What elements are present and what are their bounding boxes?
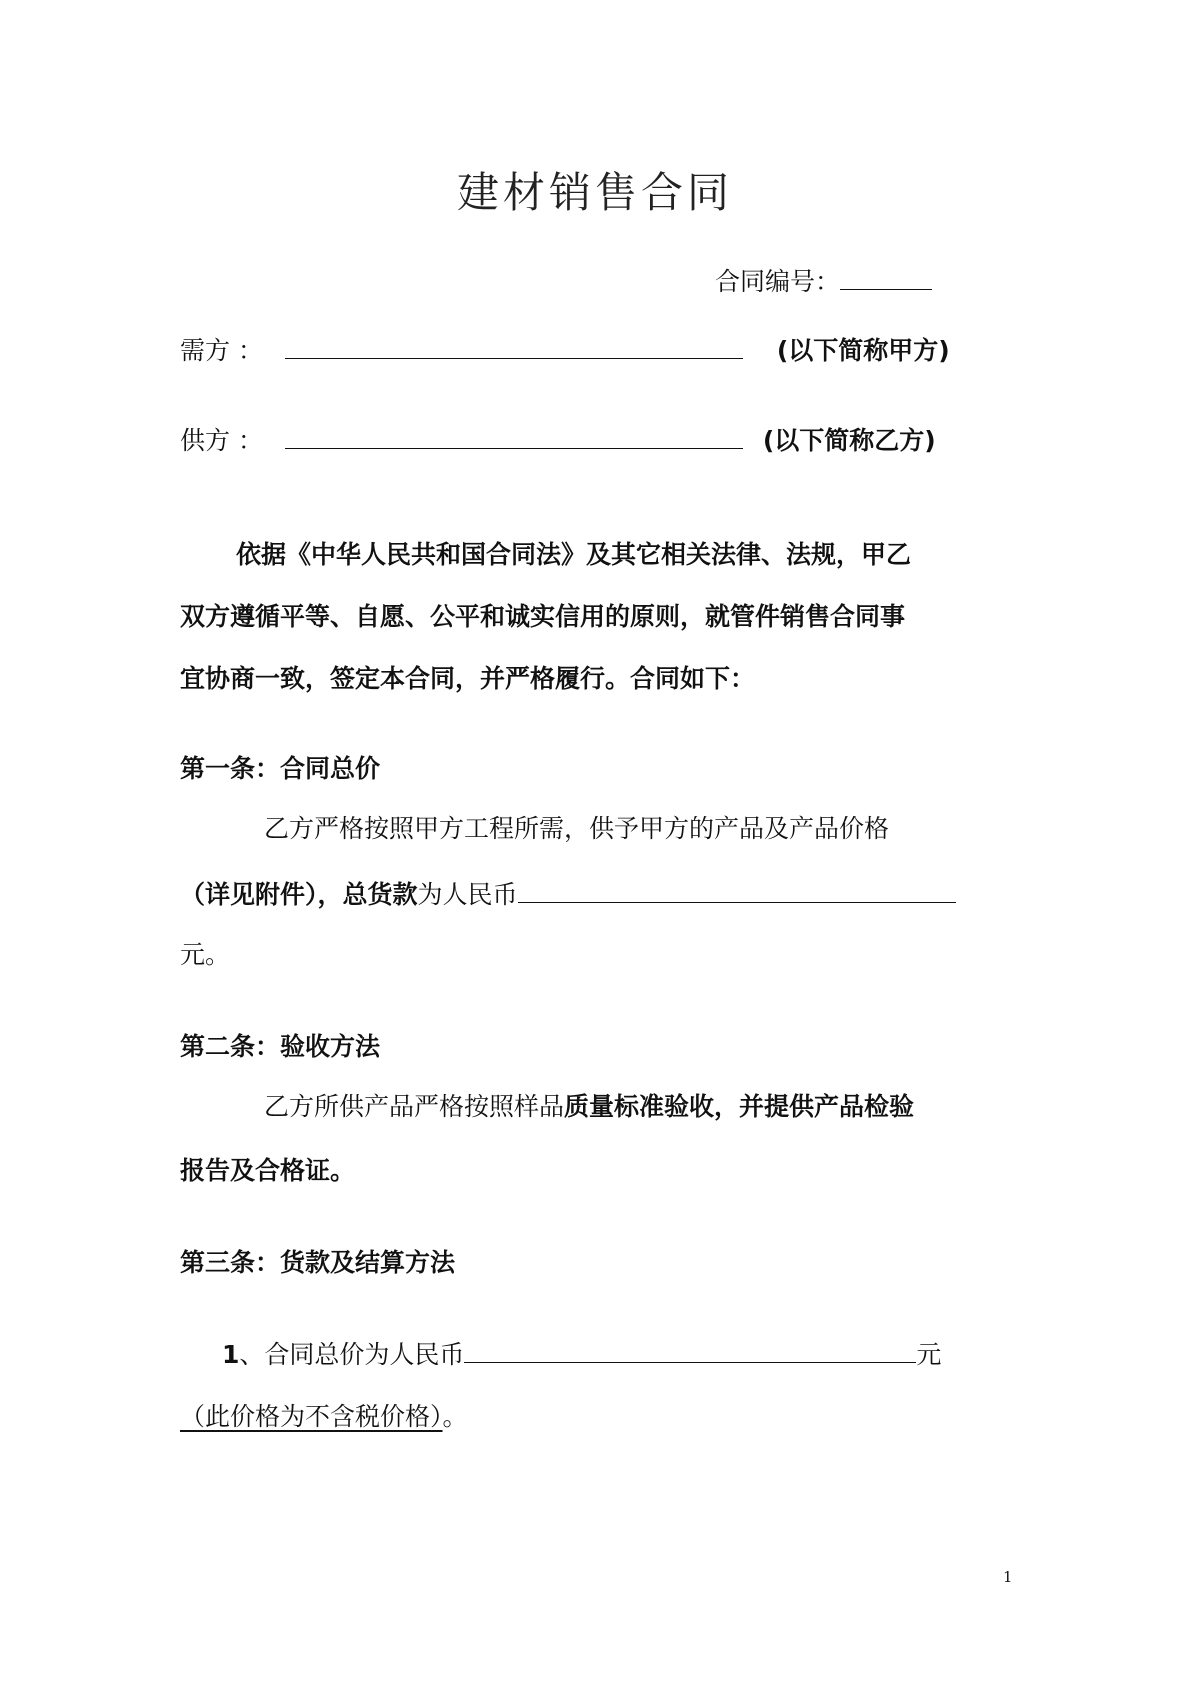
article1-line-1: 乙方严格按照甲方工程所需，供予甲方的产品及产品价格 xyxy=(264,814,890,843)
contract-number-line xyxy=(715,262,932,298)
article3-item-1-note: （此价格为不含税价格） xyxy=(180,1402,443,1431)
preamble-line-1: 依据《中华人民共和国合同法》及其它相关法律、法规，甲乙 xyxy=(236,540,912,569)
preamble-line-2: 双方遵循平等、自愿、公平和诚实信用的原则，就管件销售合同事 xyxy=(180,602,906,631)
contract-number-blank[interactable] xyxy=(840,263,932,290)
article1-line-2 xyxy=(180,876,956,912)
contract-number-label: 合同编号： xyxy=(715,267,841,296)
article3-item-1-number: 1 xyxy=(222,1340,240,1369)
article2-line-1 xyxy=(264,1090,914,1124)
seller-note: (以下简称乙方) xyxy=(762,426,936,455)
article1-heading: 第一条：合同总价 xyxy=(180,754,381,783)
buyer-label: 需方 ： xyxy=(180,336,263,365)
article3-amount-blank[interactable] xyxy=(464,1336,916,1363)
article3-heading: 第三条：货款及结算方法 xyxy=(180,1248,456,1277)
article2-heading: 第二条：验收方法 xyxy=(180,1032,381,1061)
article2-line-2: 报告及合格证。 xyxy=(180,1156,356,1185)
article3-item-1-text: 、合同总价为人民币 xyxy=(239,1340,465,1369)
article1-amount-blank[interactable] xyxy=(518,876,956,903)
article3-item-1-end: 。 xyxy=(442,1402,468,1431)
buyer-blank[interactable] xyxy=(285,332,743,359)
seller-label: 供方 ： xyxy=(180,426,263,455)
buyer-line xyxy=(180,332,950,368)
page-number: 1 xyxy=(1003,1568,1013,1586)
seller-blank[interactable] xyxy=(285,422,743,449)
preamble-line-3: 宜协商一致，签定本合同，并严格履行。合同如下： xyxy=(180,664,756,693)
article3-item-1 xyxy=(222,1336,941,1372)
article2-line-1b: 质量标准验收，并提供产品检验 xyxy=(564,1092,915,1121)
seller-line xyxy=(180,422,936,458)
article2-line-1a: 乙方所供产品严格按照样品 xyxy=(264,1092,565,1121)
article1-line-3: 元。 xyxy=(180,940,231,969)
article3-item-1-unit: 元 xyxy=(916,1340,942,1369)
document-title: 建材销售合同 xyxy=(456,168,733,217)
buyer-note: (以下简称甲方) xyxy=(776,336,950,365)
article1-bold-text: （详见附件），总货款 xyxy=(180,880,418,909)
article1-rmb-text: 为人民币 xyxy=(417,880,518,909)
article3-item-1-note-line xyxy=(180,1400,468,1434)
